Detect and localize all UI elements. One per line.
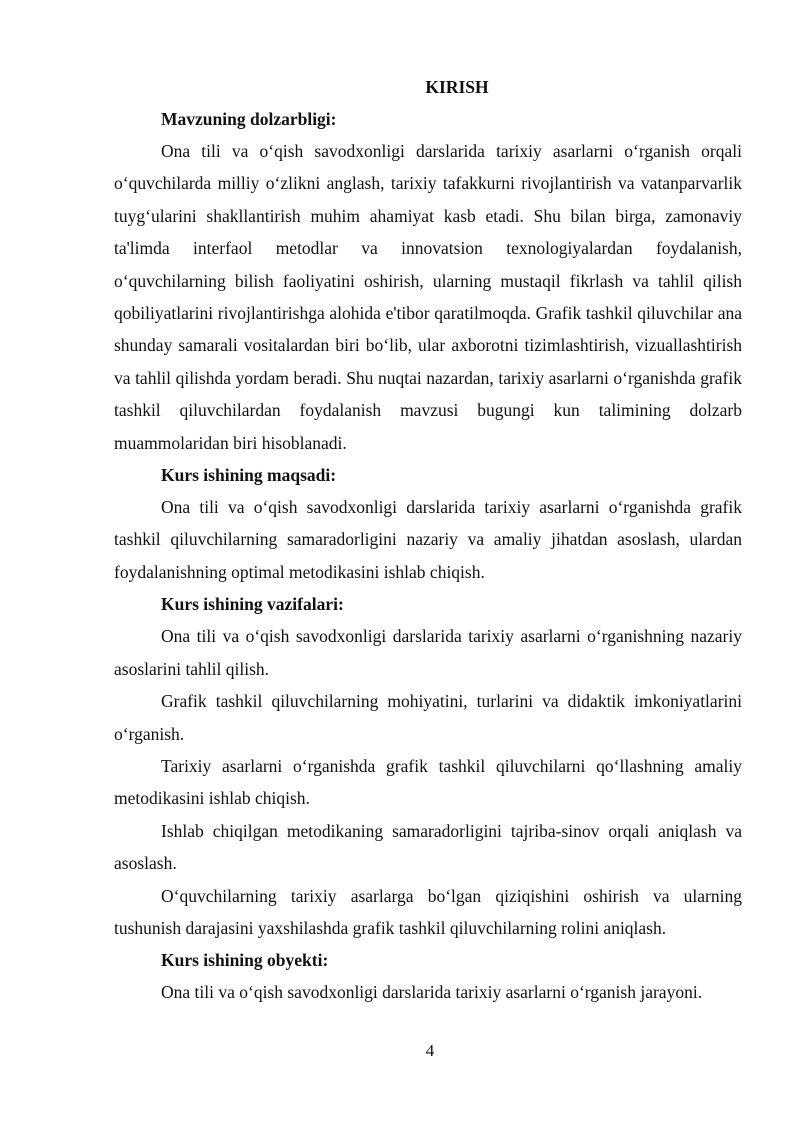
section-object [114,944,742,1008]
section-tasks [114,588,742,944]
section-goal [114,459,742,588]
paragraph: Ona tili va o‘qish savodxonligi darslarida tarixiy asarlarni o‘rganish orqali o‘quvchilarda milliy o‘zlikni anglash, tarixiy tafakkurni rivojlantirish va vatanparvarlik tuyg‘ularini shakllantirish muhim ahamiyat kasb etadi. Shu bilan birga, zamonaviy ta'limda interfaol metodlar va innovatsion texnologiyalardan foydalanish, o‘quvchilarning bilish faoliyatini oshirish, ularning mustaqil fikrlash va tahlil qilish qobiliyatlarini rivojlantirishga alohida e'tibor qaratilmoqda. Grafik tashkil qiluvchilar ana shunday samarali vositalardan biri bo‘lib, ular axborotni tizimlashtirish, vizuallashtirish va tahlil qilishda yordam beradi. Shu nuqtai nazardan, tarixiy asarlarni o‘rganishda grafik tashkil qiluvchilardan foydalanish mavzusi bugungi kun talimining dolzarb muammolaridan biri hisoblanadi. [114,141,742,453]
page-title: KIRISH [425,77,489,97]
paragraph: Ishlab chiqilgan metodikaning samaradorligini tajriba-sinov orqali aniqlash va asoslash. [114,820,742,874]
paragraph: Ona tili va o‘qish savodxonligi darslarida tarixiy asarlarni o‘rganish jarayoni. [161,982,703,1003]
section-heading: Mavzuning dolzarbligi: [161,109,337,129]
section-heading: Kurs ishining maqsadi: [161,465,337,486]
paragraph: Ona tili va o‘qish savodxonligi darslarida tarixiy asarlarni o‘rganishda grafik tashkil qiluvchilarning samaradorligini nazariy va amaliy jihatdan asoslash, ulardan foydalanishning optimal metodikasini ishlab chiqish. [114,497,742,582]
paragraph: Ona tili va o‘qish savodxonligi darslarida tarixiy asarlarni o‘rganishning nazariy asoslarini tahlil qilish. [114,626,742,679]
paragraph: Grafik tashkil qiluvchilarning mohiyatini, turlarini va didaktik imkoniyatlarini o‘rganish. [114,691,742,744]
paragraph: Tarixiy asarlarni o‘rganishda grafik tashkil qiluvchilarni qo‘llashning amaliy metodikasini ishlab chiqish. [114,755,742,809]
section-heading: Kurs ishining obyekti: [161,950,329,971]
section-heading: Kurs ishining vazifalari: [161,594,344,615]
section-relevance [114,103,742,459]
page-number: 4 [425,1041,435,1060]
paragraph: O‘quvchilarning tarixiy asarlarga bo‘lgan qiziqishini oshirish va ularning tushunish darajasini yaxshilashda grafik tashkil qiluvchilarning rolini aniqlash. [114,885,742,938]
document-page [114,73,742,1009]
